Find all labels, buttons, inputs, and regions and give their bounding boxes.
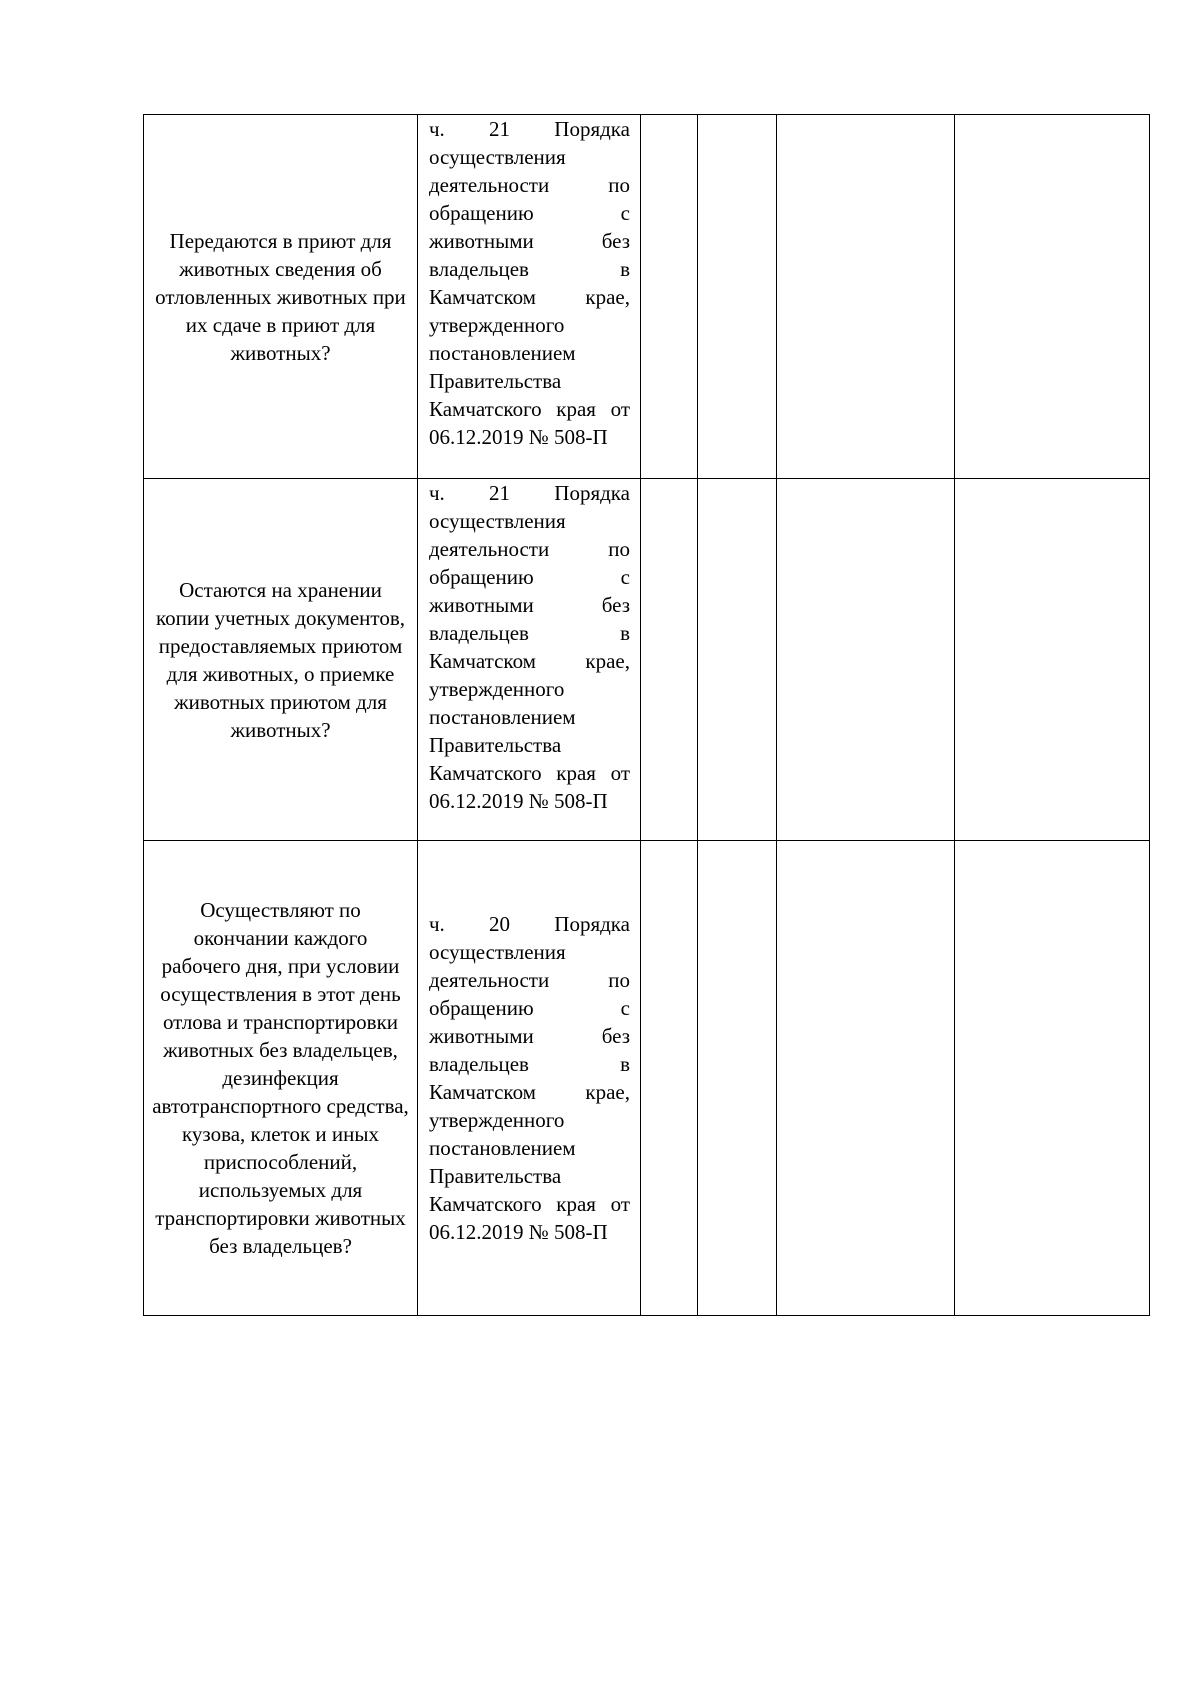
note-cell [955, 115, 1150, 479]
question-cell: Остаются на хранении копии учетных документов, предоставляемых приютом для животных, о приемке животных приютом для животных? [144, 479, 418, 841]
not-applicable-cell [777, 115, 955, 479]
question-cell: Осуществляют по окончании каждого рабочего дня, при условии осуществления в этот день отлова и транспортировки животных без владельцев, дезинфекция автотранспортного средства, кузова, клеток и иных приспособлений, используемых для транспортировки животных без владельцев? [144, 841, 418, 1316]
note-cell [955, 479, 1150, 841]
answer-no-cell [698, 841, 777, 1316]
answer-yes-cell [641, 479, 698, 841]
answer-yes-cell [641, 841, 698, 1316]
answer-no-cell [698, 115, 777, 479]
legal-basis-cell: ч. 20 Порядка осуществления деятельности по обращению с животными без владельцев в Камчатском крае, утвержденного постановлением Правительства Камчатского края от 06.12.2019 № 508-П [418, 841, 641, 1316]
table-row [144, 115, 1150, 479]
not-applicable-cell [777, 841, 955, 1316]
table-row [144, 479, 1150, 841]
table-row [144, 841, 1150, 1316]
not-applicable-cell [777, 479, 955, 841]
legal-basis-cell: ч. 21 Порядка осуществления деятельности по обращению с животными без владельцев в Камчатском крае, утвержденного постановлением Правительства Камчатского края от 06.12.2019 № 508-П [418, 479, 641, 841]
answer-no-cell [698, 479, 777, 841]
answer-yes-cell [641, 115, 698, 479]
legal-basis-cell: ч. 21 Порядка осуществления деятельности по обращению с животными без владельцев в Камчатском крае, утвержденного постановлением Правительства Камчатского края от 06.12.2019 № 508-П [418, 115, 641, 479]
checklist-table [143, 114, 1150, 1316]
question-cell: Передаются в приют для животных сведения об отловленных животных при их сдаче в приют для животных? [144, 115, 418, 479]
note-cell [955, 841, 1150, 1316]
